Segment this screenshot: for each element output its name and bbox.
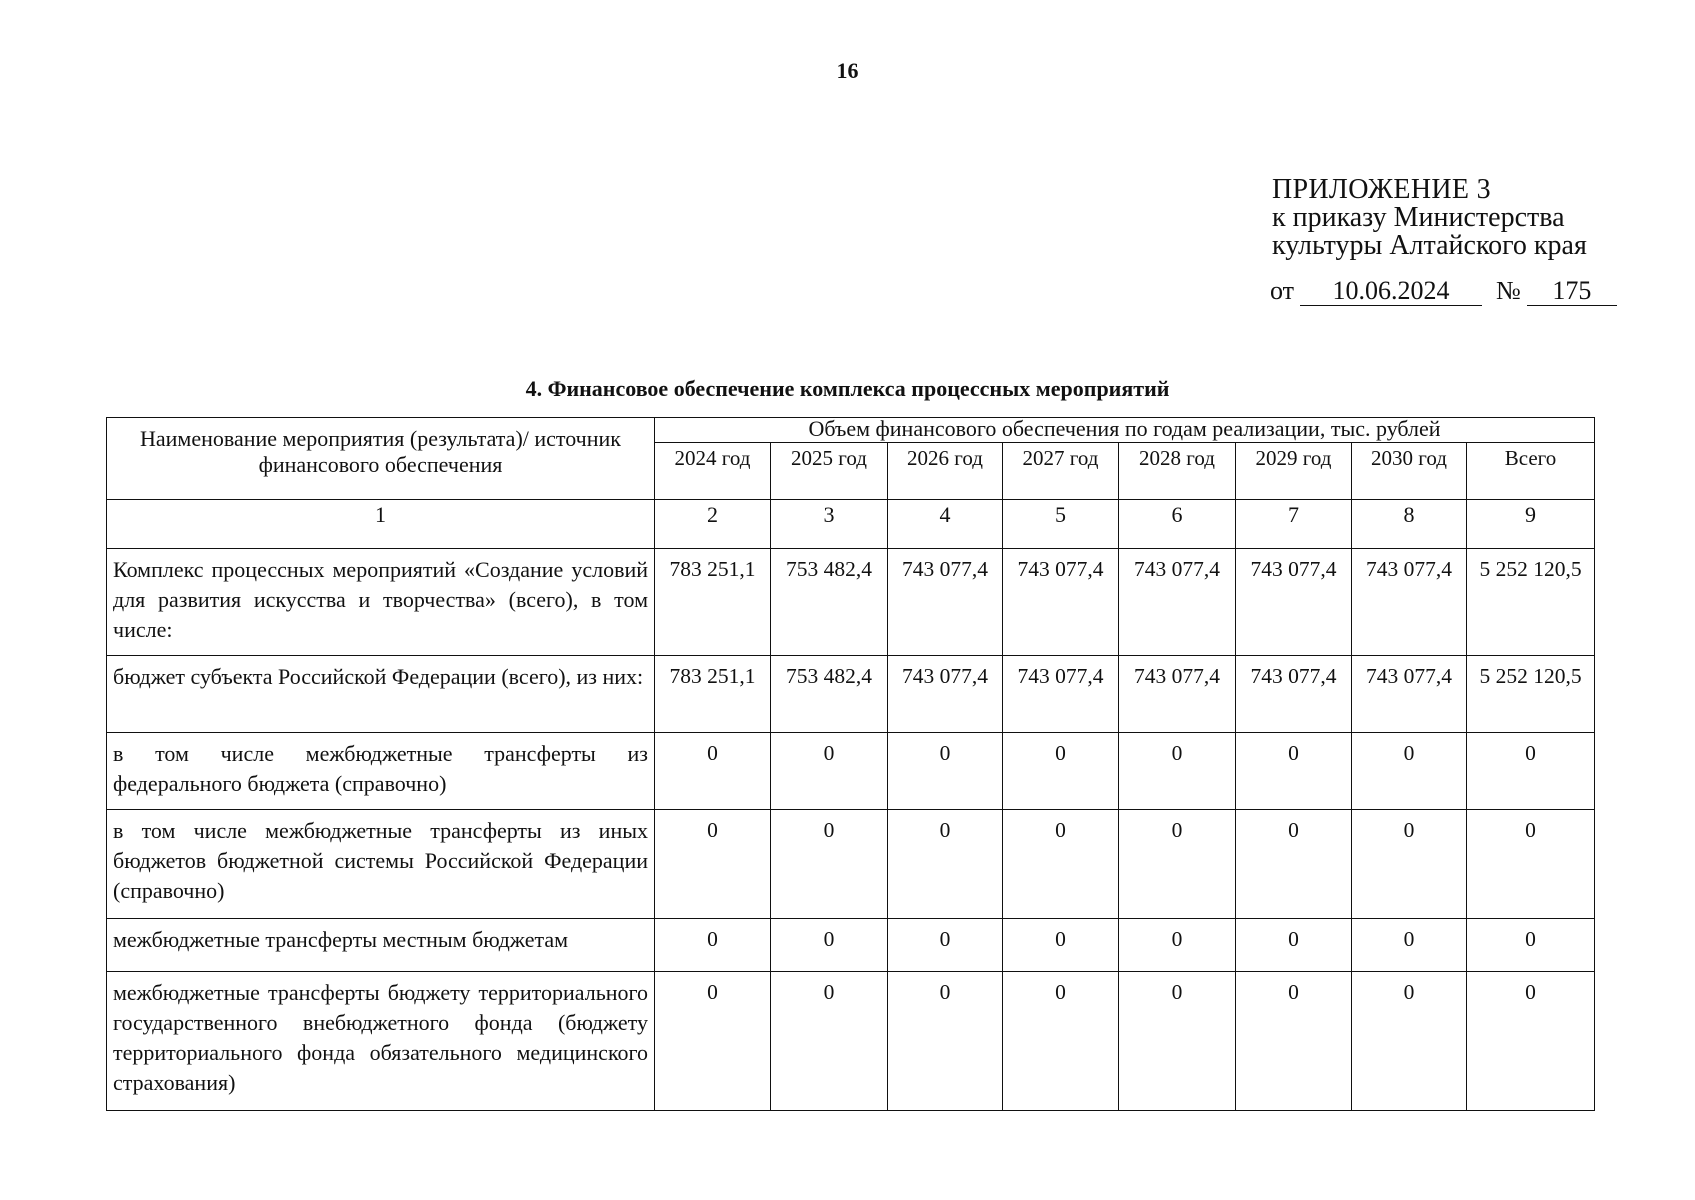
row-name: бюджет субъекта Российской Федерации (всего), из них: bbox=[107, 656, 655, 733]
value-cell: 0 bbox=[888, 919, 1003, 972]
header-year-total: Всего bbox=[1467, 443, 1595, 500]
appendix-line-3: культуры Алтайского края bbox=[1272, 230, 1587, 261]
value-cell: 0 bbox=[1119, 733, 1236, 810]
total-cell: 5 252 120,5 bbox=[1467, 549, 1595, 656]
value-cell: 0 bbox=[771, 733, 888, 810]
value-cell: 0 bbox=[1236, 972, 1352, 1111]
table-row bbox=[107, 972, 1595, 1111]
column-number: 3 bbox=[771, 500, 888, 549]
column-number: 1 bbox=[107, 500, 655, 549]
header-year: 2029 год bbox=[1236, 443, 1352, 500]
value-cell: 0 bbox=[771, 972, 888, 1111]
value-cell: 743 077,4 bbox=[1119, 549, 1236, 656]
value-cell: 743 077,4 bbox=[1119, 656, 1236, 733]
column-number: 9 bbox=[1467, 500, 1595, 549]
section-title: 4. Финансовое обеспечение комплекса процессных мероприятий bbox=[525, 376, 1170, 401]
column-number: 5 bbox=[1003, 500, 1119, 549]
value-cell: 783 251,1 bbox=[655, 549, 771, 656]
table-row bbox=[107, 733, 1595, 810]
value-cell: 753 482,4 bbox=[771, 656, 888, 733]
value-cell: 753 482,4 bbox=[771, 549, 888, 656]
value-cell: 743 077,4 bbox=[888, 549, 1003, 656]
value-cell: 0 bbox=[1236, 810, 1352, 919]
value-cell: 0 bbox=[655, 810, 771, 919]
value-cell: 0 bbox=[1119, 972, 1236, 1111]
value-cell: 0 bbox=[1236, 733, 1352, 810]
row-name: в том числе межбюджетные трансферты из иных бюджетов бюджетной системы Российской Федерации (справочно) bbox=[107, 810, 655, 919]
value-cell: 743 077,4 bbox=[1352, 549, 1467, 656]
value-cell: 0 bbox=[1352, 972, 1467, 1111]
header-year: 2024 год bbox=[655, 443, 771, 500]
header-year: 2026 год bbox=[888, 443, 1003, 500]
value-cell: 0 bbox=[1003, 810, 1119, 919]
header-year: 2028 год bbox=[1119, 443, 1236, 500]
column-number: 6 bbox=[1119, 500, 1236, 549]
value-cell: 0 bbox=[1352, 733, 1467, 810]
value-cell: 743 077,4 bbox=[1236, 656, 1352, 733]
value-cell: 0 bbox=[655, 972, 771, 1111]
value-cell: 743 077,4 bbox=[888, 656, 1003, 733]
column-number: 7 bbox=[1236, 500, 1352, 549]
value-cell: 0 bbox=[888, 810, 1003, 919]
value-cell: 743 077,4 bbox=[1003, 656, 1119, 733]
row-name: Комплекс процессных мероприятий «Создание условий для развития искусства и творчества» (всего), в том числе: bbox=[107, 549, 655, 656]
order-date: 10.06.2024 bbox=[1300, 277, 1482, 306]
value-cell: 783 251,1 bbox=[655, 656, 771, 733]
column-number: 4 bbox=[888, 500, 1003, 549]
header-year: 2025 год bbox=[771, 443, 888, 500]
order-number: 175 bbox=[1527, 277, 1617, 306]
value-cell: 0 bbox=[1119, 919, 1236, 972]
row-name: в том числе межбюджетные трансферты из федерального бюджета (справочно) bbox=[107, 733, 655, 810]
page-number: 16 bbox=[836, 58, 859, 83]
header-volume-cell: Объем финансового обеспечения по годам реализации, тыс. рублей bbox=[655, 418, 1595, 443]
column-number: 8 bbox=[1352, 500, 1467, 549]
table-row bbox=[107, 656, 1595, 733]
header-name-cell: Наименование мероприятия (результата)/ источник финансового обеспечения bbox=[107, 418, 655, 500]
value-cell: 0 bbox=[1236, 919, 1352, 972]
value-cell: 0 bbox=[888, 972, 1003, 1111]
value-cell: 0 bbox=[771, 919, 888, 972]
value-cell: 0 bbox=[1352, 810, 1467, 919]
value-cell: 0 bbox=[1352, 919, 1467, 972]
order-line bbox=[1270, 276, 1617, 306]
table-row bbox=[107, 549, 1595, 656]
order-from-label: от bbox=[1270, 276, 1295, 305]
value-cell: 743 077,4 bbox=[1236, 549, 1352, 656]
total-cell: 0 bbox=[1467, 919, 1595, 972]
total-cell: 5 252 120,5 bbox=[1467, 656, 1595, 733]
header-year: 2030 год bbox=[1352, 443, 1467, 500]
total-cell: 0 bbox=[1467, 972, 1595, 1111]
value-cell: 0 bbox=[1003, 919, 1119, 972]
value-cell: 0 bbox=[655, 733, 771, 810]
header-year: 2027 год bbox=[1003, 443, 1119, 500]
row-name: межбюджетные трансферты бюджету территориального государственного внебюджетного фонда (бюджету территориального фонда обязательного медицинского страхования) bbox=[107, 972, 655, 1111]
appendix-title: ПРИЛОЖЕНИЕ 3 bbox=[1272, 174, 1491, 205]
total-cell: 0 bbox=[1467, 810, 1595, 919]
value-cell: 0 bbox=[888, 733, 1003, 810]
value-cell: 0 bbox=[1119, 810, 1236, 919]
value-cell: 0 bbox=[1003, 733, 1119, 810]
total-cell: 0 bbox=[1467, 733, 1595, 810]
table-row bbox=[107, 810, 1595, 919]
value-cell: 0 bbox=[655, 919, 771, 972]
column-number: 2 bbox=[655, 500, 771, 549]
header-row bbox=[107, 418, 1595, 443]
financing-table bbox=[106, 417, 1595, 1111]
row-name: межбюджетные трансферты местным бюджетам bbox=[107, 919, 655, 972]
value-cell: 743 077,4 bbox=[1352, 656, 1467, 733]
appendix-line-2: к приказу Министерства bbox=[1272, 202, 1565, 233]
table-row bbox=[107, 919, 1595, 972]
value-cell: 0 bbox=[771, 810, 888, 919]
order-number-label: № bbox=[1496, 276, 1521, 305]
value-cell: 0 bbox=[1003, 972, 1119, 1111]
value-cell: 743 077,4 bbox=[1003, 549, 1119, 656]
appendix-block bbox=[1272, 176, 1587, 260]
column-number-row bbox=[107, 500, 1595, 549]
